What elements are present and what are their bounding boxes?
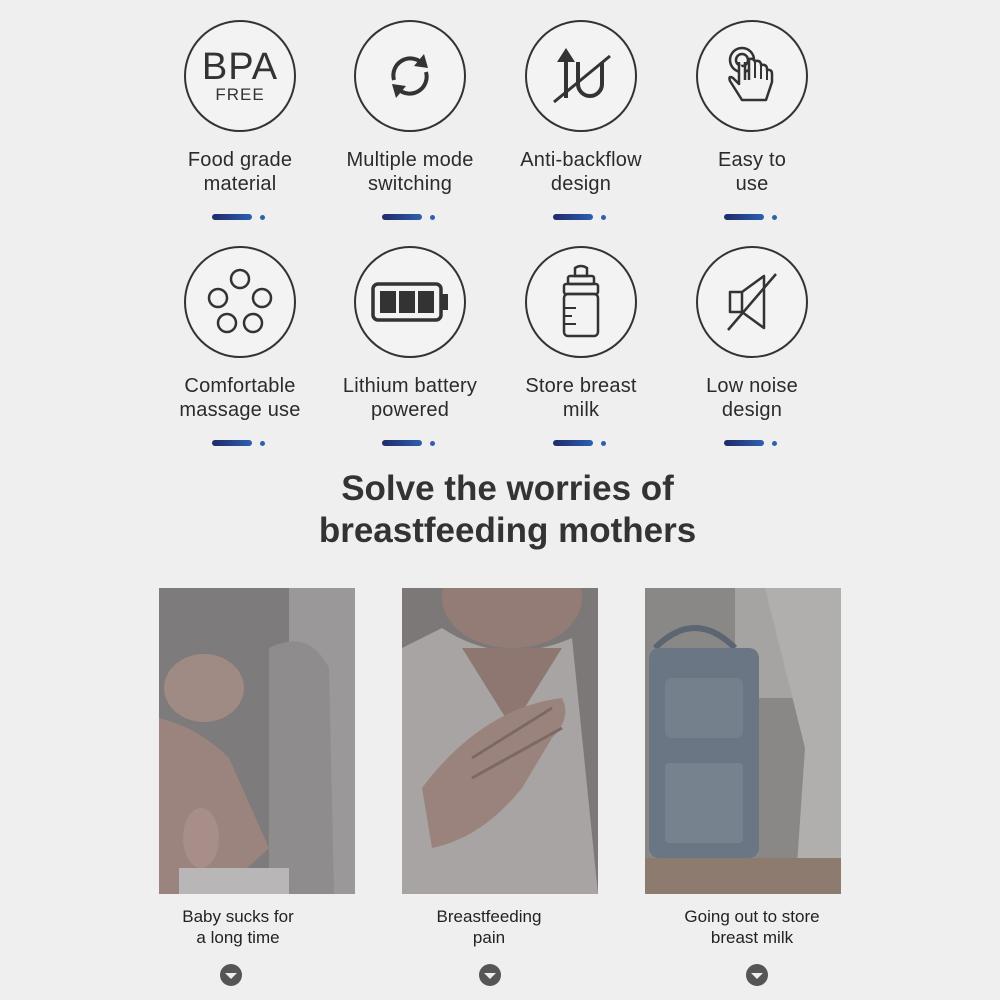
headline-line1: Solve the worries of xyxy=(341,469,674,508)
divider xyxy=(724,440,780,446)
touch-hand-icon xyxy=(696,20,808,132)
storage-bag-photo xyxy=(645,588,841,894)
feature-anti-backflow xyxy=(481,20,681,220)
speaker-mute-icon xyxy=(696,246,808,358)
chevron-down-icon xyxy=(746,964,768,986)
feature-battery xyxy=(310,246,510,446)
baby-photo xyxy=(159,588,355,894)
divider xyxy=(212,440,268,446)
feature-label: Anti-backflow design xyxy=(520,149,642,195)
battery-icon xyxy=(354,246,466,358)
feature-label: Multiple mode switching xyxy=(346,149,474,195)
caption-storage: Going out to store breast milk xyxy=(684,907,820,947)
headline xyxy=(0,468,1000,552)
feature-label: Food grade material xyxy=(187,149,293,195)
caption-baby: Baby sucks for a long time xyxy=(182,907,294,947)
cycle-arrows-icon xyxy=(354,20,466,132)
headline-line2: breastfeeding mothers xyxy=(318,511,697,550)
bpa-free-icon xyxy=(184,20,296,132)
free-text: FREE xyxy=(215,85,265,104)
feature-label: Low noise design xyxy=(706,375,798,421)
feature-low-noise xyxy=(652,246,852,446)
feature-easy-use xyxy=(652,20,852,220)
caption-pain: Breastfeeding pain xyxy=(436,907,542,947)
chevron-down-icon xyxy=(220,964,242,986)
divider xyxy=(382,440,438,446)
divider xyxy=(382,214,438,220)
divider xyxy=(212,214,268,220)
feature-label: Store breast milk xyxy=(525,375,637,421)
divider xyxy=(724,214,780,220)
massage-dots-icon xyxy=(184,246,296,358)
divider xyxy=(553,214,609,220)
feature-label: Easy to use xyxy=(717,149,787,195)
feature-label: Comfortable massage use xyxy=(179,375,301,421)
feature-store-milk xyxy=(481,246,681,446)
bpa-text: BPA xyxy=(201,46,279,88)
feature-label: Lithium battery powered xyxy=(342,375,478,421)
baby-bottle-icon xyxy=(525,246,637,358)
feature-mode-switching xyxy=(310,20,510,220)
breastfeeding-pain-photo xyxy=(402,588,598,894)
divider xyxy=(553,440,609,446)
chevron-down-icon xyxy=(479,964,501,986)
anti-backflow-icon xyxy=(525,20,637,132)
